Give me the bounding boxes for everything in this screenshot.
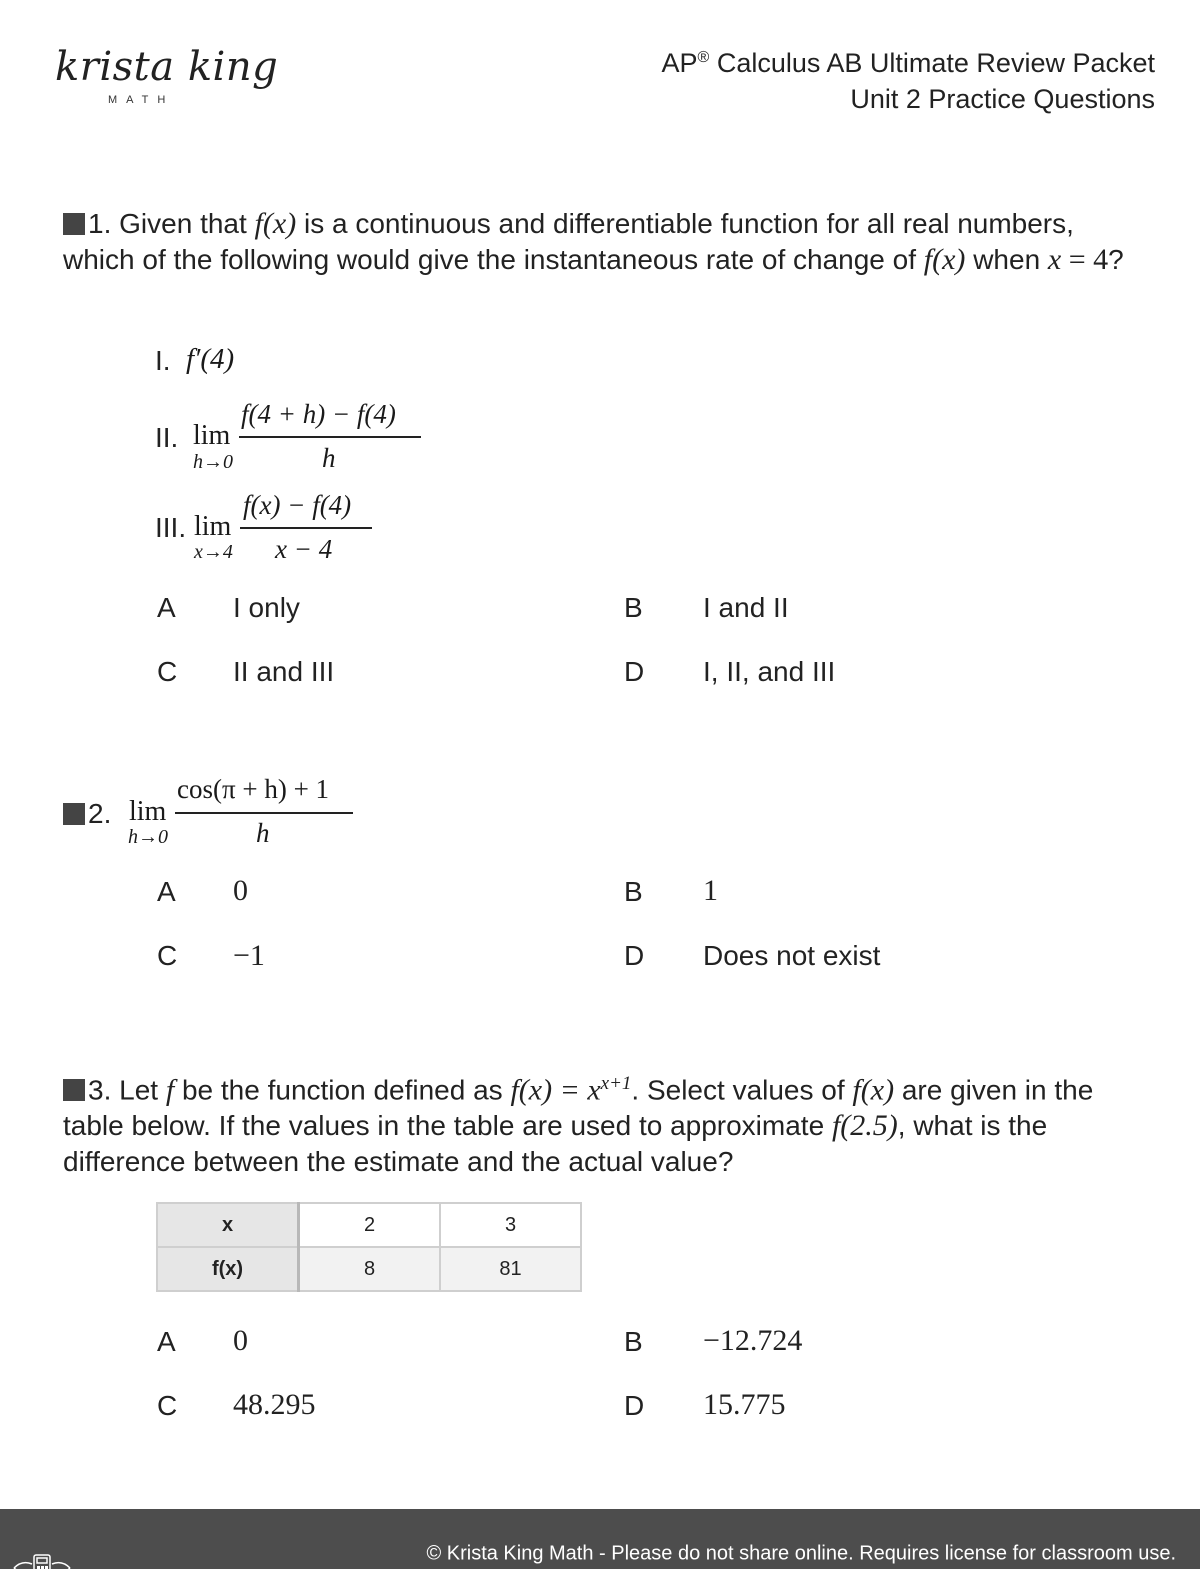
q3-choice-b[interactable]: −12.724 [703, 1324, 803, 1357]
q2-lim-sub: h→0 [128, 826, 168, 848]
q2-numerator: cos(π + h) + 1 [177, 774, 330, 804]
q3-choice-c-letter[interactable]: C [157, 1390, 178, 1421]
q1-choice-b-letter[interactable]: B [624, 592, 643, 623]
item-3-fraction-bar [240, 527, 372, 529]
q3-choice-d-letter[interactable]: D [624, 1390, 645, 1421]
q2-fraction-bar [175, 812, 353, 814]
question-2-number: 2. [63, 796, 111, 832]
logo-subtitle: MATH [108, 94, 175, 106]
item-2-denominator: h [322, 443, 336, 473]
q2-choice-c[interactable]: −1 [233, 939, 265, 972]
item-1-label: I. [155, 345, 171, 376]
item-2-fraction-bar [239, 436, 421, 438]
item-3-lim-sub: x→4 [194, 541, 233, 563]
q3-choice-a-letter[interactable]: A [157, 1326, 176, 1357]
q1-choice-d[interactable]: I, II, and III [703, 656, 836, 687]
item-3-numerator: f(x) − f(4) [243, 490, 352, 520]
q1-choice-a-letter[interactable]: A [157, 592, 176, 623]
q1-choice-d-letter[interactable]: D [624, 656, 645, 687]
question-marker-icon [63, 1079, 85, 1101]
q3-choice-a[interactable]: 0 [233, 1324, 248, 1357]
question-marker-icon [63, 213, 85, 235]
q2-choice-b[interactable]: 1 [703, 874, 718, 907]
q2-choice-d[interactable]: Does not exist [703, 940, 881, 971]
q2-choice-a[interactable]: 0 [233, 874, 248, 907]
logo-wordmark: krista king [55, 44, 279, 90]
table-cell: 8 [299, 1247, 441, 1291]
q2-choice-b-letter[interactable]: B [624, 876, 643, 907]
q2-choice-a-letter[interactable]: A [157, 876, 176, 907]
values-table [156, 1202, 582, 1292]
item-3-denominator: x − 4 [275, 534, 333, 564]
q1-choice-b[interactable]: I and II [703, 592, 789, 623]
table-header-fx: f(x) [157, 1247, 299, 1291]
q1-choice-a[interactable]: I only [233, 592, 300, 623]
item-2-lim: lim [193, 420, 231, 451]
packet-subtitle: Unit 2 Practice Questions [850, 84, 1155, 114]
q2-lim: lim [129, 796, 167, 827]
table-cell: 2 [299, 1203, 441, 1247]
table-cell: 3 [440, 1203, 581, 1247]
table-header-x: x [157, 1203, 299, 1247]
q2-choice-d-letter[interactable]: D [624, 940, 645, 971]
q3-choice-c[interactable]: 48.295 [233, 1388, 316, 1421]
packet-title: AP® Calculus AB Ultimate Review Packet [661, 48, 1155, 78]
item-2-numerator: f(4 + h) − f(4) [241, 399, 396, 429]
table-cell: 81 [440, 1247, 581, 1291]
question-3-text: 3. Let f be the function defined as $f(x) = x^{x+1}$. Select values of f(x) are given in the table below. If the values in the table are used to approximate f(2.5), what is the difference between the estimate and the actual value? [63, 1073, 1094, 1178]
footer-copyright: © Krista King Math - Please do not share online. Requires license for classroom use. [426, 1542, 1176, 1565]
item-3-lim: lim [194, 511, 232, 542]
item-3-label: III. [155, 512, 187, 543]
q3-choice-d[interactable]: 15.775 [703, 1388, 786, 1421]
q3-choice-b-letter[interactable]: B [624, 1326, 643, 1357]
item-2-label: II. [155, 422, 179, 453]
question-1-text: 1. Given that f(x) is a continuous and differentiable function for all real numbers, which of the following would give the instantaneous rate of change of f(x) when x = 4? [63, 207, 1124, 276]
table-row [157, 1203, 581, 1247]
q2-choice-c-letter[interactable]: C [157, 940, 178, 971]
calculator-icon [10, 1551, 74, 1585]
table-row [157, 1247, 581, 1291]
item-2-lim-sub: h→0 [193, 451, 233, 473]
q1-choice-c-letter[interactable]: C [157, 656, 178, 687]
item-1-math: f′(4) [186, 343, 235, 375]
question-marker-icon [63, 803, 85, 825]
q1-choice-c[interactable]: II and III [233, 656, 335, 687]
q2-denominator: h [256, 818, 270, 848]
